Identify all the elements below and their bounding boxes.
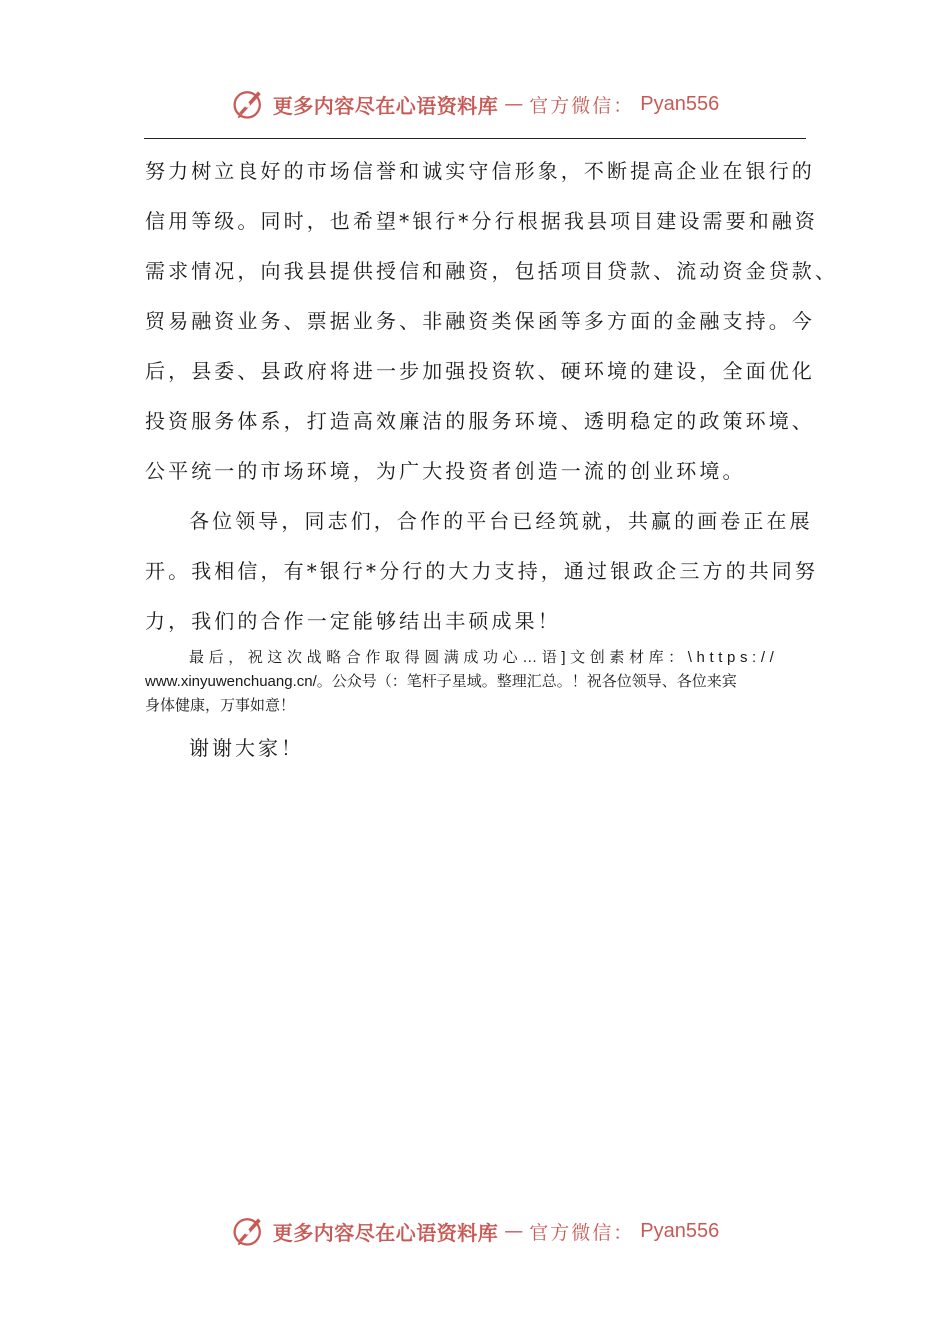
footer-dash: — — [504, 1220, 524, 1242]
header-dash: — — [504, 93, 524, 115]
thanks-line: 谢谢大家！ — [189, 736, 304, 760]
header-official-label: 官方微信： — [529, 94, 635, 117]
body-line: 后，县委、县政府将进一步加强投资软、硬环境的建设，全面优化 — [145, 359, 815, 383]
closing-small-line: 最后，祝这次战略合作取得圆满成功心…语]文创素材库：\https:// — [189, 649, 779, 666]
body-line: 信用等级。同时，也希望*银行*分行根据我县项目建设需要和融资 — [145, 209, 818, 233]
body-line: 需求情况，向我县提供授信和融资，包括项目贷款、流动资金贷款、 — [145, 259, 838, 283]
body-line: 努力树立良好的市场信誉和诚实守信形象，不断提高企业在银行的 — [145, 159, 815, 183]
quill-pen-circle-icon — [231, 86, 267, 122]
body-line: 各位领导，同志们，合作的平台已经筑就，共赢的画卷正在展 — [189, 509, 813, 533]
body-line: 贸易融资业务、票据业务、非融资类保函等多方面的金融支持。今 — [145, 309, 815, 333]
header-banner — [0, 84, 950, 124]
closing-small-line: www.xinyuwenchuang.cn/。公众号（：笔杆子星域。整理汇总。！祝各位领导、各位来宾 — [145, 673, 737, 690]
body-line: 公平统一的市场环境，为广大投资者创造一流的创业环境。 — [145, 459, 746, 483]
header-divider — [144, 138, 806, 139]
quill-pen-circle-icon — [231, 1213, 267, 1249]
body-line: 开。我相信，有*银行*分行的大力支持，通过银政企三方的共同努 — [145, 559, 818, 583]
footer-banner — [0, 1211, 950, 1251]
body-line: 投资服务体系，打造高效廉洁的服务环境、透明稳定的政策环境、 — [145, 409, 815, 433]
footer-brand-text: 更多内容尽在心语资料库 — [272, 1220, 499, 1245]
closing-small-line: 身体健康，万事如意！ — [145, 697, 296, 714]
footer-official-label: 官方微信： — [529, 1221, 635, 1244]
header-wechat-id: Pyan556 — [640, 92, 720, 115]
document-body — [145, 146, 838, 768]
footer-wechat-id: Pyan556 — [640, 1219, 720, 1242]
header-brand-text: 更多内容尽在心语资料库 — [272, 93, 499, 118]
body-line: 力，我们的合作一定能够结出丰硕成果！ — [145, 609, 561, 633]
